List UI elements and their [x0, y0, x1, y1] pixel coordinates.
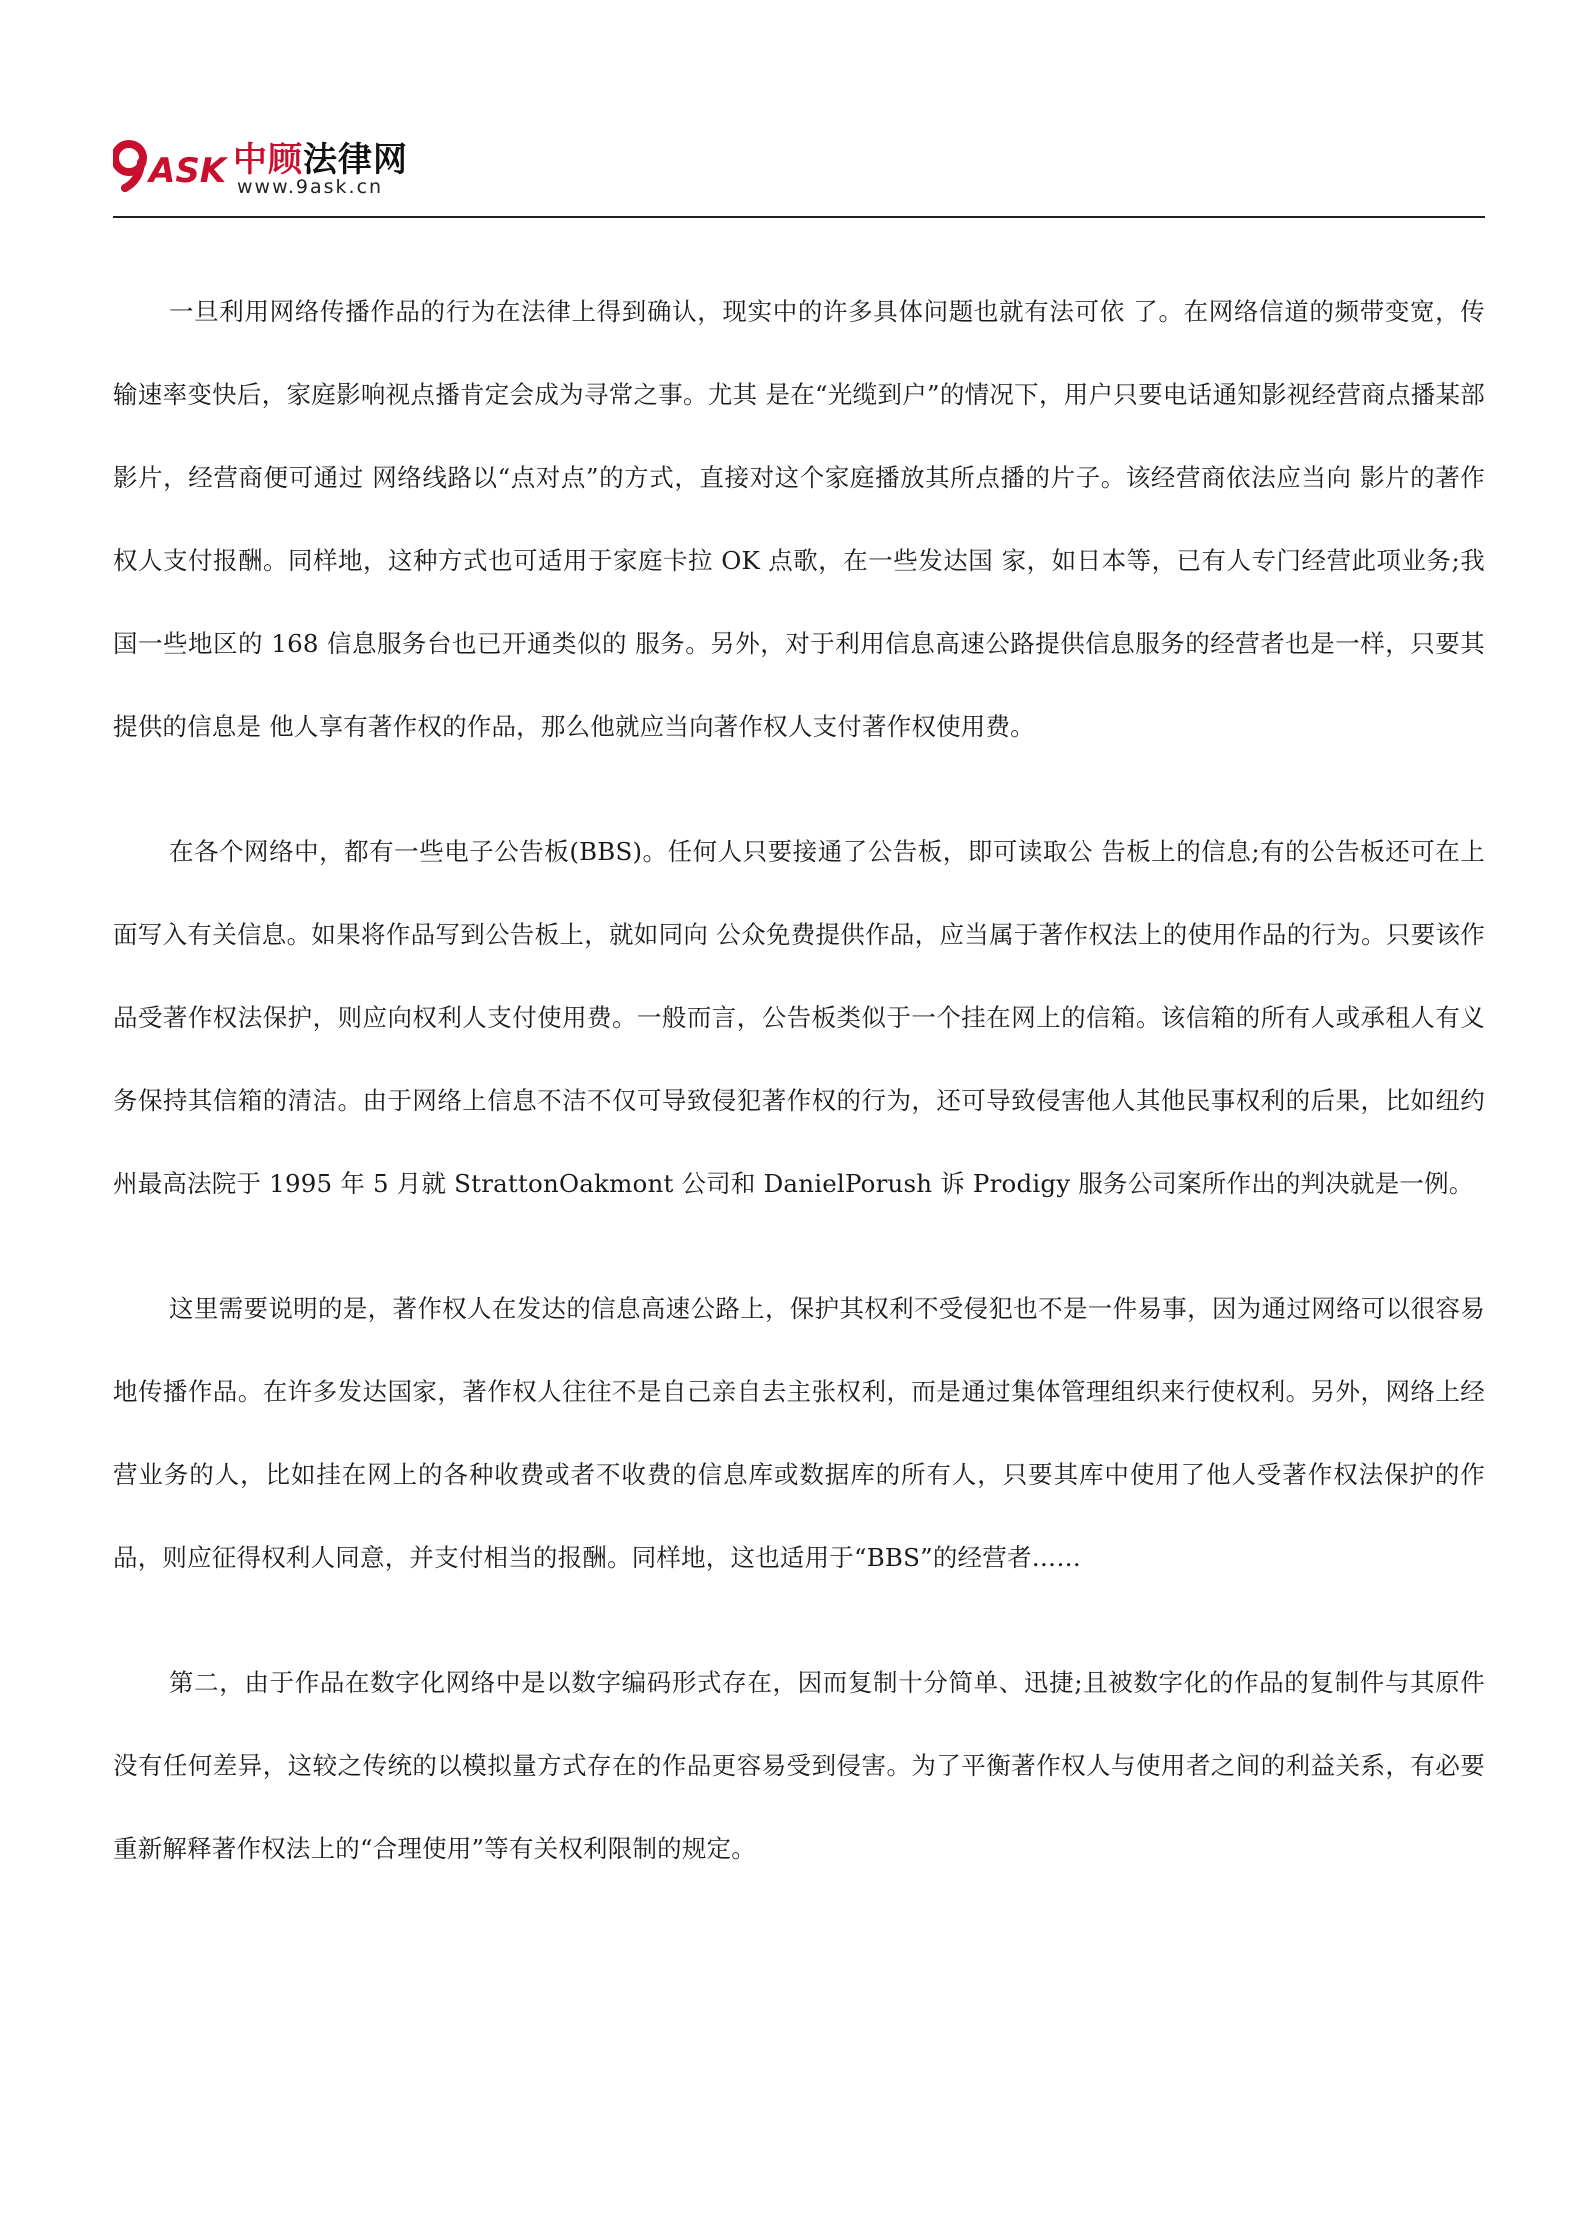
page-header — [113, 118, 1485, 218]
logo-text — [233, 132, 408, 181]
site-logo[interactable] — [113, 124, 443, 214]
paragraph-3: 这里需要说明的是，著作权人在发达的信息高速公路上，保护其权利不受侵犯也不是一件易事，因为通过网络可以很容易地传播作品。在许多发达国家，著作权人往往不是自己亲自去主张权利，而是通过集体管理组织来行使权利。另外，网络上经营业务的人，比如挂在网上的各种收费或者不收费的信息库或数据库的所有人，只要其库中使用了他人受著作权法保护的作品，则应征得权利人同意，并支付相当的报酬。同样地，这也适用于“BBS”的经营者…… — [113, 1294, 1485, 1572]
logo-cn-brand: 中顾 — [233, 140, 303, 180]
9ask-logo-icon — [113, 136, 231, 194]
logo-cn-law: 法律网 — [303, 140, 408, 180]
paragraph-1: 一旦利用网络传播作品的行为在法律上得到确认，现实中的许多具体问题也就有法可依 了。在网络信道的频带变宽，传输速率变快后，家庭影响视点播肯定会成为寻常之事。尤其 是在“光缆到户”的情况下，用户只要电话通知影视经营商点播某部影片，经营商便可通过 网络线路以“点对点”的方式，直接对这个家庭播放其所点播的片子。该经营商依法应当向 影片的著作权人支付报酬。同样地，这种方式也可适用于家庭卡拉 OK 点歌，在一些发达国 家，如日本等，已有人专门经营此项业务;我国一些地区的 168 信息服务台也已开通类似的 服务。另外，对于利用信息高速公路提供信息服务的经营者也是一样，只要其提供的信息是 他人享有著作权的作品，那么他就应当向著作权人支付著作权使用费。 — [113, 297, 1485, 741]
paragraph-4: 第二，由于作品在数字化网络中是以数字编码形式存在，因而复制十分简单、迅捷;且被数字化的作品的复制件与其原件没有任何差异，这较之传统的以模拟量方式存在的作品更容易受到侵害。为了平衡著作权人与使用者之间的利益关系，有必要重新解释著作权法上的“合理使用”等有关权利限制的规定。 — [113, 1668, 1485, 1863]
svg-text:ASK: ASK — [149, 151, 227, 191]
header-divider — [113, 216, 1485, 218]
document-body — [113, 270, 1485, 1932]
paragraph-2: 在各个网络中，都有一些电子公告板(BBS)。任何人只要接通了公告板，即可读取公 告板上的信息;有的公告板还可在上面写入有关信息。如果将作品写到公告板上，就如同向 公众免费提供作品，应当属于著作权法上的使用作品的行为。只要该作品受著作权法保护，则应向权利人支付使用费。一般而言，公告板类似于一个挂在网上的信箱。该信箱的所有人或承租人有义务保持其信箱的清洁。由于网络上信息不洁不仅可导致侵犯著作权的行为，还可导致侵害他人其他民事权利的后果，比如纽约州最高法院于 1995 年 5 月就 StrattonOakmont 公司和 DanielPorush 诉 Prodigy 服务公司案所作出的判决就是一例。 — [113, 837, 1485, 1198]
logo-url: www.9ask.cn — [237, 176, 384, 198]
